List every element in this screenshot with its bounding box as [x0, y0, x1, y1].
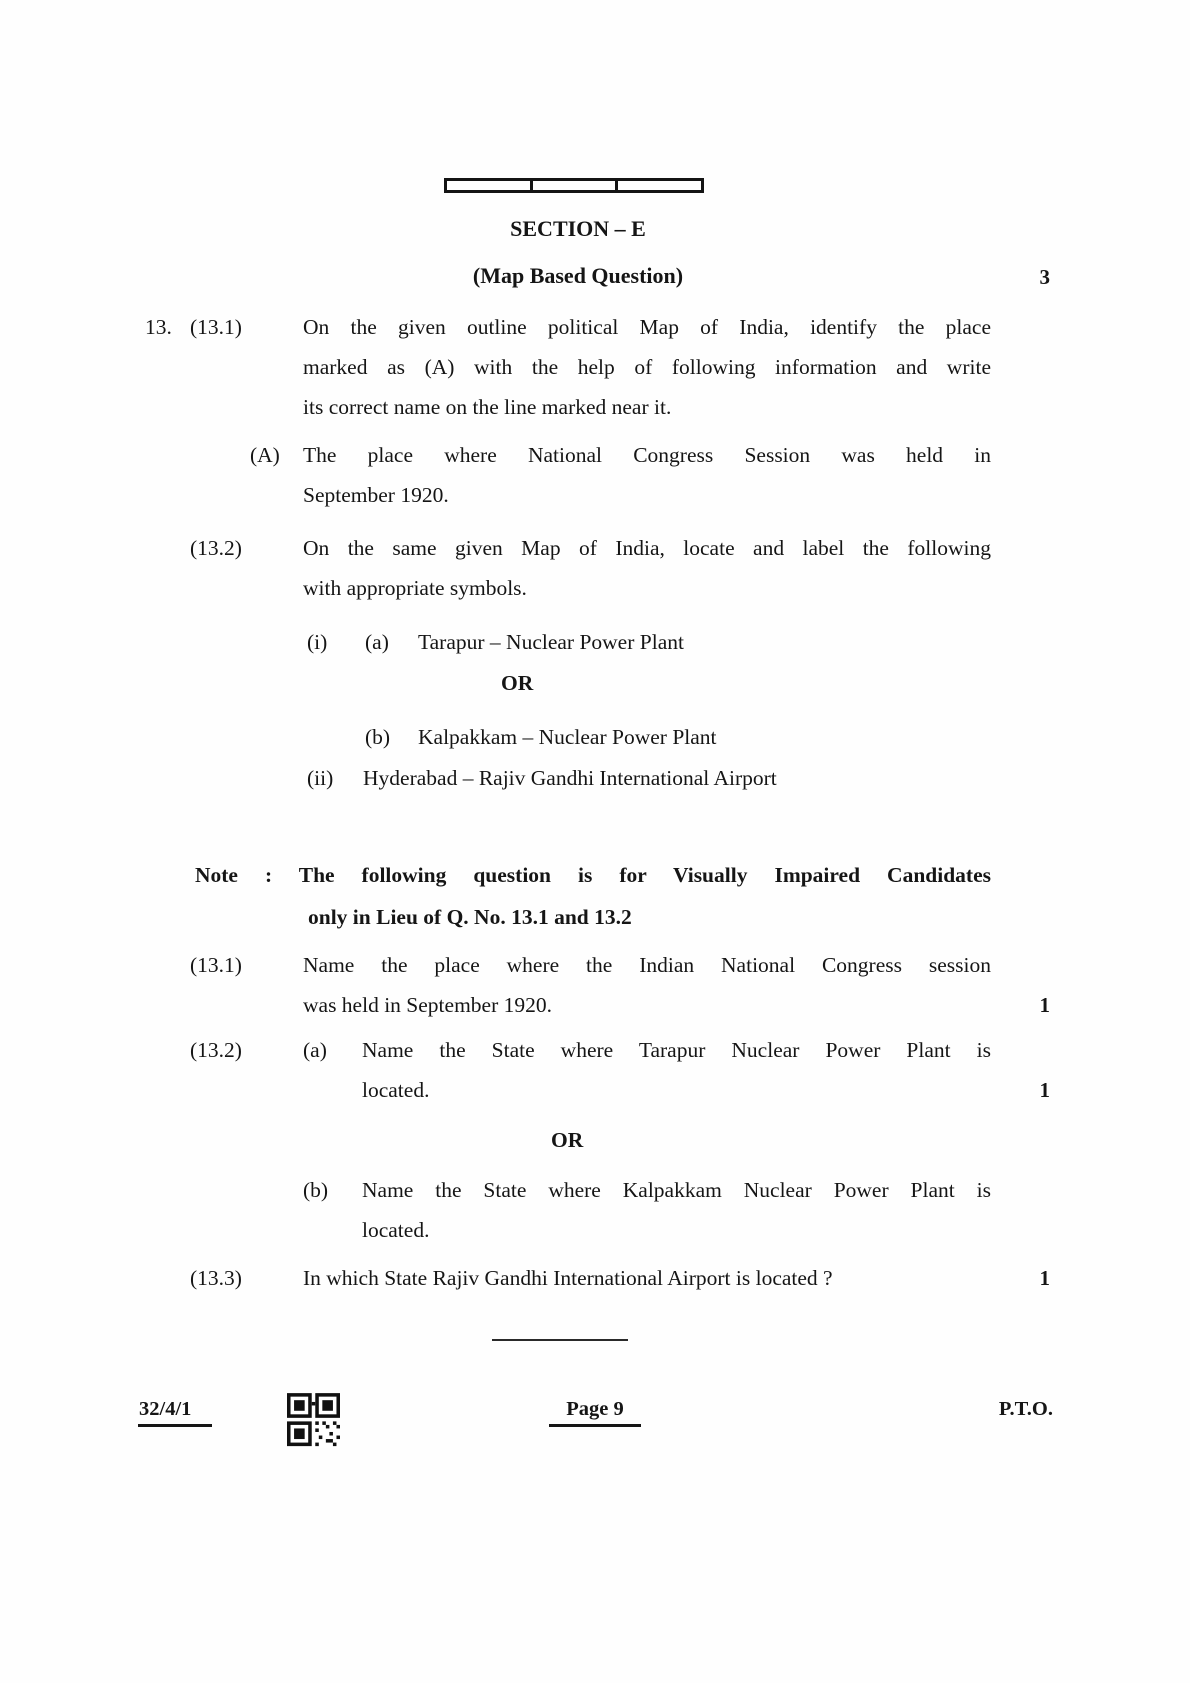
question-line: Name the State where Tarapur Nuclear Power Plant is — [362, 1038, 991, 1062]
item-label-a: (a) — [303, 1038, 327, 1062]
question-line: Name the State where Kalpakkam Nuclear Power Plant is — [362, 1178, 991, 1202]
divider-segment — [447, 181, 530, 190]
item-label-i: (i) — [307, 630, 328, 654]
question-line: marked as (A) with the help of following information and write — [303, 355, 991, 379]
question-line: Name the place where the Indian National Congress session — [303, 953, 991, 977]
qr-code-icon — [287, 1393, 340, 1448]
or-separator: OR — [551, 1128, 584, 1152]
question-line: its correct name on the line marked near it. — [303, 395, 672, 419]
question-line: In which State Rajiv Gandhi International Airport is located ? — [303, 1266, 833, 1290]
note-line: Note : The following question is for Visually Impaired Candidates — [195, 863, 991, 887]
item-label-ii: (ii) — [307, 766, 334, 790]
marks-value: 1 — [1039, 993, 1050, 1017]
item-label-A: (A) — [250, 443, 280, 467]
question-line: On the given outline political Map of India, identify the place — [303, 315, 991, 339]
item-text-hyderabad: Hyderabad – Rajiv Gandhi International Airport — [363, 766, 777, 790]
item-label-b: (b) — [303, 1178, 329, 1202]
or-separator: OR — [501, 671, 534, 695]
section-marks: 3 — [1039, 265, 1050, 289]
paper-code: 32/4/1 — [139, 1398, 192, 1420]
note-line: only in Lieu of Q. No. 13.1 and 13.2 — [308, 905, 632, 929]
marks-value: 1 — [1039, 1266, 1050, 1290]
pto-label: P.T.O. — [998, 1398, 1053, 1420]
divider-segment — [530, 181, 619, 190]
question-line: The place where National Congress Session was held in — [303, 443, 991, 467]
question-line: with appropriate symbols. — [303, 576, 527, 600]
page-number: Page 9 — [566, 1398, 624, 1420]
divider-segment — [618, 181, 701, 190]
question-line: September 1920. — [303, 483, 449, 507]
part-label-13-1: (13.1) — [190, 315, 242, 339]
marks-value: 1 — [1039, 1078, 1050, 1102]
question-line: was held in September 1920. — [303, 993, 552, 1017]
section-divider-bar — [444, 178, 704, 193]
question-line: On the same given Map of India, locate and label the following — [303, 536, 991, 560]
item-text-tarapur: Tarapur – Nuclear Power Plant — [418, 630, 684, 654]
question-number: 13. — [145, 315, 172, 339]
part-label-13-1-vi: (13.1) — [190, 953, 242, 977]
part-label-13-2-vi: (13.2) — [190, 1038, 242, 1062]
question-line: located. — [362, 1078, 430, 1102]
end-divider-line — [492, 1339, 628, 1341]
paper-code-underline — [138, 1424, 212, 1427]
section-subtitle: (Map Based Question) — [472, 263, 684, 288]
part-label-13-2: (13.2) — [190, 536, 242, 560]
item-text-kalpakkam: Kalpakkam – Nuclear Power Plant — [418, 725, 717, 749]
item-label-a: (a) — [365, 630, 389, 654]
page-number-underline — [549, 1424, 641, 1427]
item-label-b: (b) — [365, 725, 391, 749]
section-title: SECTION – E — [510, 216, 646, 241]
part-label-13-3-vi: (13.3) — [190, 1266, 242, 1290]
question-line: located. — [362, 1218, 430, 1242]
